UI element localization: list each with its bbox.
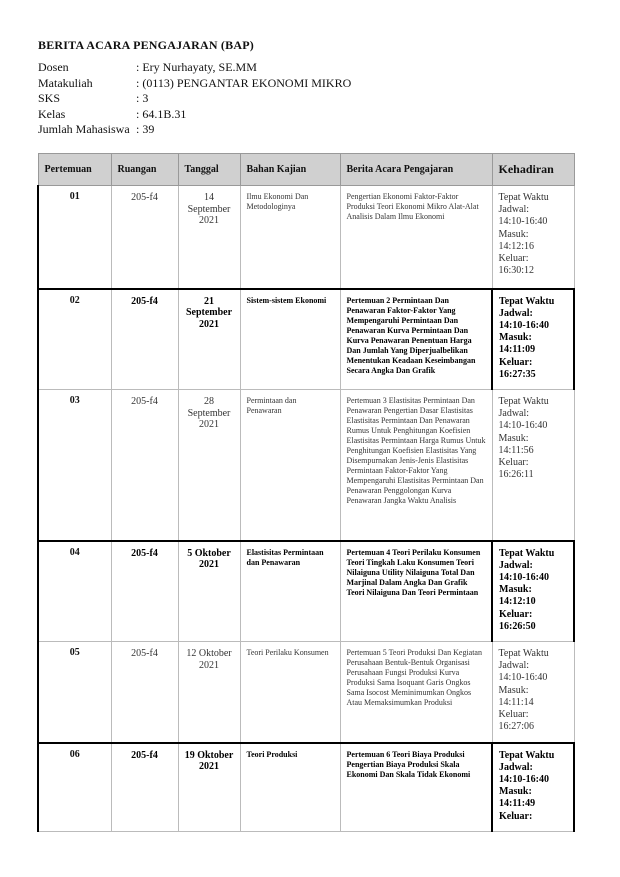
cell-pertemuan: 03 [38,390,111,541]
masuk-value: 14:12:16 [498,240,535,252]
attendance-status: Tepat Waktu [499,547,555,559]
jadwal-label: Jadwal: [499,559,533,571]
cell-berita-acara: Pertemuan 3 Elastisitas Permintaan Dan Penawaran Pengertian Dasar Elastisitas Elastisitas Permintaan Dan Penawaran Rumus Untuk Penghitungan Koefisien Elastisitas Permintaan Harga Rumus Untuk Penghitungan Koefisien Elastisitas Yang Disempurnakan Jenis-Jenis Elastisitas Permintaan Faktor-Faktor Yang Mempengaruhi Elastisitas Permintaan Dan Penawaran Penggolongan Kurva Penawaran Jangka Waktu Analisis [340,390,492,541]
masuk-label: Masuk: [498,228,529,240]
col-header-kehadiran: Kehadiran [492,154,574,186]
cell-ruangan: 205-f4 [111,390,178,541]
cell-kehadiran [492,743,574,832]
masuk-value: 14:11:09 [499,344,536,356]
cell-kehadiran [492,390,574,541]
cell-tanggal: 5 Oktober 2021 [178,541,240,642]
col-header-berita-acara: Berita Acara Pengajaran [340,154,492,186]
cell-berita-acara: Pertemuan 6 Teori Biaya Produksi Pengertian Biaya Produksi Skala Ekonomi Dan Skala Tidak Ekonomi [340,743,492,832]
jadwal-label: Jadwal: [498,660,530,672]
meta-value: : 64.1B.31 [136,106,187,121]
cell-ruangan: 205-f4 [111,289,178,390]
keluar-value: 16:26:11 [498,469,534,481]
table-row [38,642,574,743]
keluar-label: Keluar: [499,608,533,620]
cell-tanggal: 28 September 2021 [178,390,240,541]
masuk-label: Masuk: [499,332,532,344]
cell-pertemuan: 04 [38,541,111,642]
keluar-label: Keluar: [498,457,529,469]
cell-bahan-kajian: Teori Perilaku Konsumen [240,642,340,743]
attendance-status: Tepat Waktu [499,295,555,307]
cell-bahan-kajian: Elastisitas Permintaan dan Penawaran [240,541,340,642]
meta-label: Kelas [38,106,66,121]
keluar-value: 16:27:06 [498,721,535,733]
cell-bahan-kajian: Ilmu Ekonomi Dan Metodologinya [240,186,340,289]
jadwal-label: Jadwal: [499,307,533,319]
cell-berita-acara: Pertemuan 5 Teori Produksi Dan Kegiatan Perusahaan Bentuk-Bentuk Organisasi Perusahaan Fungsi Produksi Kurva Produksi Sama Isoquant Garis Ongkos Sama Isocost Meminimumkan Ongkos Atau Memaksimumkan Produksi [340,642,492,743]
cell-kehadiran [492,541,574,642]
masuk-value: 14:11:56 [498,444,534,456]
meta-label: SKS [38,91,61,105]
cell-ruangan: 205-f4 [111,186,178,289]
meta-value: : 39 [136,122,155,136]
masuk-label: Masuk: [498,684,529,696]
table-row [38,186,574,289]
meta-row-matakuliah [38,76,351,92]
cell-berita-acara: Pertemuan 2 Permintaan Dan Penawaran Faktor-Faktor Yang Mempengaruhi Permintaan Dan Penawaran Kurva Permintaan Dan Kurva Penawaran Penentuan Harga Dan Jumlah Yang Diperjualbelikan Menentukan Keadaan Keseimbangan Secara Angka Dan Grafik [340,289,492,390]
keluar-value: 16:30:12 [498,265,535,277]
jadwal-value: 14:10-16:40 [498,672,548,684]
keluar-value: 16:27:35 [499,368,536,380]
cell-kehadiran [492,289,574,390]
attendance-status: Tepat Waktu [498,396,549,407]
masuk-value: 14:11:14 [498,696,534,708]
col-header-tanggal: Tanggal [178,154,240,186]
table-row [38,541,574,642]
meta-value: : Ery Nurhayaty, SE.MM [136,60,257,74]
keluar-value: 16:26:50 [499,620,536,632]
meta-row-jumlah-mahasiswa [38,122,351,138]
table-row [38,390,574,541]
cell-berita-acara: Pertemuan 4 Teori Perilaku Konsumen Teori Tingkah Laku Konsumen Teori Nilaiguna Utility Nilaiguna Total Dan Marjinal Dalam Angka Dan Grafik Teori Nilaiguna Dan Teori Permintaan [340,541,492,642]
meta-label: Dosen [38,60,69,74]
keluar-label: Keluar: [499,810,533,822]
meta-row-sks [38,91,351,107]
jadwal-value: 14:10-16:40 [498,420,548,432]
jadwal-label: Jadwal: [499,761,533,773]
cell-pertemuan: 06 [38,743,111,832]
meta-label: Matakuliah [38,75,93,90]
jadwal-label: Jadwal: [498,204,530,216]
meta-row-kelas [38,107,351,123]
keluar-label: Keluar: [498,709,529,721]
col-header-pertemuan: Pertemuan [38,154,111,186]
cell-ruangan: 205-f4 [111,743,178,832]
cell-pertemuan: 05 [38,642,111,743]
cell-tanggal: 14 September 2021 [178,186,240,289]
cell-ruangan: 205-f4 [111,541,178,642]
masuk-value: 14:11:49 [499,798,536,810]
document-title: BERITA ACARA PENGAJARAN (BAP) [38,38,254,52]
masuk-label: Masuk: [499,584,532,596]
cell-tanggal: 19 Oktober 2021 [178,743,240,832]
cell-pertemuan: 02 [38,289,111,390]
meta-value: : 3 [136,91,149,105]
jadwal-value: 14:10-16:40 [499,571,549,583]
jadwal-value: 14:10-16:40 [499,773,549,785]
table-header-row [38,154,574,186]
cell-tanggal: 21 September 2021 [178,289,240,390]
cell-bahan-kajian: Permintaan dan Penawaran [240,390,340,541]
meta-value: : (0113) PENGANTAR EKONOMI MIKRO [136,75,352,90]
jadwal-label: Jadwal: [498,408,530,420]
jadwal-value: 14:10-16:40 [498,216,548,228]
masuk-label: Masuk: [498,432,529,444]
keluar-label: Keluar: [499,356,533,368]
cell-kehadiran [492,186,574,289]
table-row [38,289,574,390]
cell-pertemuan: 01 [38,186,111,289]
jadwal-value: 14:10-16:40 [499,319,549,331]
cell-bahan-kajian: Sistem-sistem Ekonomi [240,289,340,390]
cell-tanggal: 12 Oktober 2021 [178,642,240,743]
col-header-bahan-kajian: Bahan Kajian [240,154,340,186]
cell-kehadiran [492,642,574,743]
table-row [38,743,574,832]
keluar-label: Keluar: [498,253,529,265]
attendance-table [37,153,575,832]
meta-block [38,60,351,138]
col-header-ruangan: Ruangan [111,154,178,186]
cell-bahan-kajian: Teori Produksi [240,743,340,832]
cell-berita-acara: Pengertian Ekonomi Faktor-Faktor Produksi Teori Ekonomi Mikro Alat-Alat Analisis Dalam Ilmu Ekonomi [340,186,492,289]
cell-ruangan: 205-f4 [111,642,178,743]
meta-label: Jumlah Mahasiswa [38,122,130,136]
meta-row-dosen [38,60,351,76]
masuk-value: 14:12:10 [499,596,536,608]
masuk-label: Masuk: [499,786,532,798]
attendance-status: Tepat Waktu [498,192,549,203]
attendance-status: Tepat Waktu [498,648,549,659]
attendance-status: Tepat Waktu [499,749,555,761]
